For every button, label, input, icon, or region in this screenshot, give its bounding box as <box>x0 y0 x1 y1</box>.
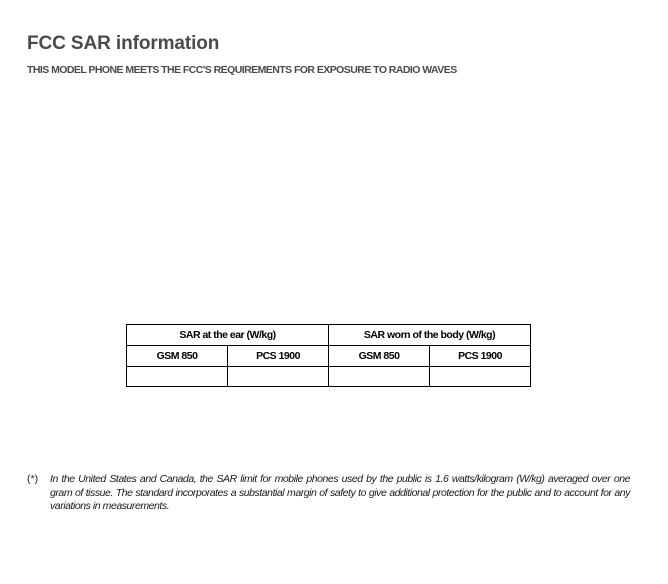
table-value-row <box>127 367 531 387</box>
footnote <box>27 473 630 514</box>
sar-body-header: SAR worn of the body (W/kg) <box>329 325 531 346</box>
ear-pcs1900-header: PCS 1900 <box>228 346 329 367</box>
body-gsm850-header: GSM 850 <box>329 346 430 367</box>
table-band-row <box>127 346 531 367</box>
body-gsm850-value <box>329 367 430 387</box>
sar-table <box>126 324 531 387</box>
body-pcs1900-value <box>430 367 531 387</box>
table-header-row <box>127 325 531 346</box>
body-pcs1900-header: PCS 1900 <box>430 346 531 367</box>
page-title: FCC SAR information <box>27 33 220 54</box>
sar-ear-header: SAR at the ear (W/kg) <box>127 325 329 346</box>
page-subtitle: THIS MODEL PHONE MEETS THE FCC'S REQUIREMENTS FOR EXPOSURE TO RADIO WAVES <box>27 64 457 76</box>
footnote-text: In the United States and Canada, the SAR limit for mobile phones used by the public is 1.6 watts/kilogram (W/kg) averaged over one gram of tissue. The standard incorporates a substantial margin of safety to give additional protection for the public and to account for any variations in measurements. <box>50 473 630 512</box>
footnote-marker: (*) <box>27 473 39 485</box>
ear-gsm850-header: GSM 850 <box>127 346 228 367</box>
ear-pcs1900-value <box>228 367 329 387</box>
ear-gsm850-value <box>127 367 228 387</box>
